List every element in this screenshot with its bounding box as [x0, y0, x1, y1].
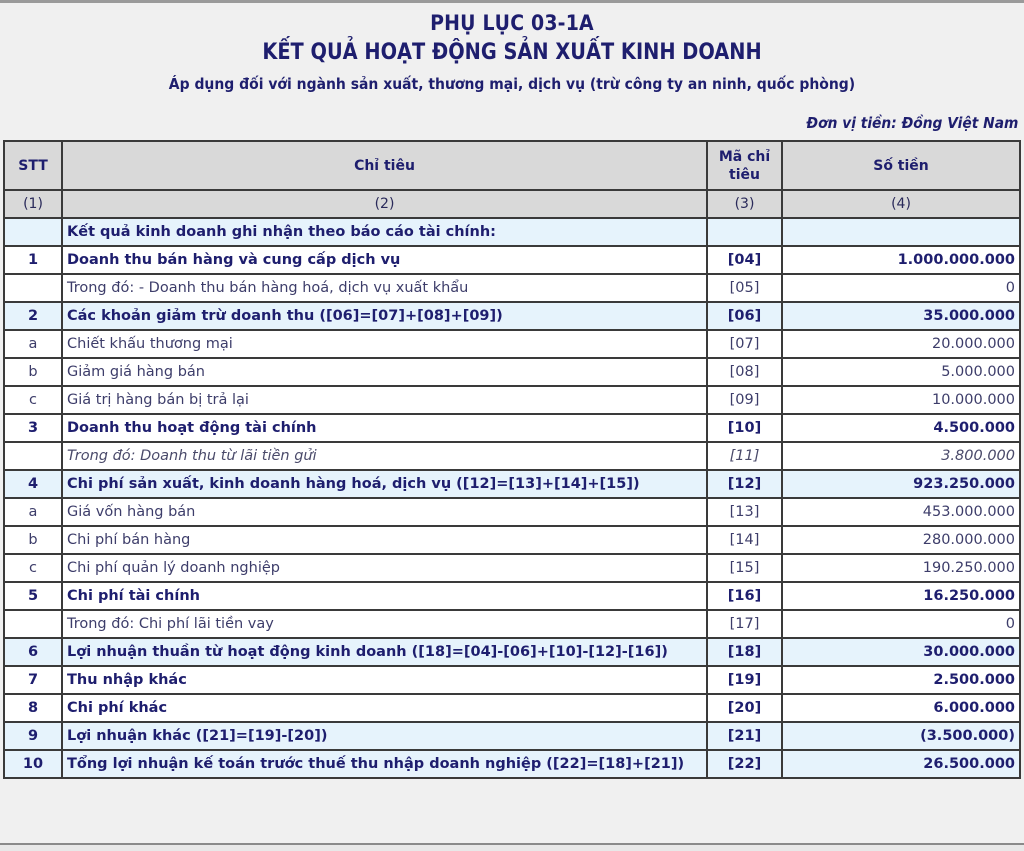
table-row [4, 470, 1020, 498]
table-row [4, 666, 1020, 694]
table-row [4, 442, 1020, 470]
table-row [4, 414, 1020, 442]
row-indicator: Giá vốn hàng bán [62, 498, 707, 526]
row-code: [04] [707, 246, 782, 274]
row-code: [13] [707, 498, 782, 526]
row-stt: 2 [4, 302, 62, 330]
row-stt: a [4, 330, 62, 358]
table-header-row [4, 141, 1020, 190]
row-stt [4, 274, 62, 302]
row-indicator: Chi phí bán hàng [62, 526, 707, 554]
row-indicator: Lợi nhuận khác ([21]=[19]-[20]) [62, 722, 707, 750]
row-indicator: Trong đó: Doanh thu từ lãi tiền gửi [62, 442, 707, 470]
column-header-amount: Số tiền [782, 141, 1020, 190]
row-indicator: Doanh thu hoạt động tài chính [62, 414, 707, 442]
row-code: [20] [707, 694, 782, 722]
row-amount: (3.500.000) [782, 722, 1020, 750]
row-stt: 8 [4, 694, 62, 722]
row-amount: 3.800.000 [782, 442, 1020, 470]
row-code: [06] [707, 302, 782, 330]
row-indicator: Chi phí khác [62, 694, 707, 722]
table-row [4, 694, 1020, 722]
row-code: [22] [707, 750, 782, 778]
row-code: [05] [707, 274, 782, 302]
table-row [4, 302, 1020, 330]
row-code [707, 218, 782, 246]
row-indicator: Chiết khấu thương mại [62, 330, 707, 358]
row-indicator: Trong đó: - Doanh thu bán hàng hoá, dịch vụ xuất khẩu [62, 274, 707, 302]
top-divider [0, 0, 1024, 3]
row-indicator: Thu nhập khác [62, 666, 707, 694]
row-stt: 5 [4, 582, 62, 610]
table-row [4, 358, 1020, 386]
row-stt [4, 610, 62, 638]
column-header-code [707, 141, 782, 190]
row-stt: 10 [4, 750, 62, 778]
row-code: [15] [707, 554, 782, 582]
row-code: [19] [707, 666, 782, 694]
row-indicator: Giảm giá hàng bán [62, 358, 707, 386]
row-amount: 26.500.000 [782, 750, 1020, 778]
column-header-stt: STT [4, 141, 62, 190]
row-code: [11] [707, 442, 782, 470]
row-code: [16] [707, 582, 782, 610]
table-row [4, 274, 1020, 302]
column-header-code-label: Mã chỉ tiêu [718, 148, 771, 183]
row-code: [07] [707, 330, 782, 358]
row-stt: 9 [4, 722, 62, 750]
table-row [4, 554, 1020, 582]
row-amount: 35.000.000 [782, 302, 1020, 330]
row-stt: b [4, 526, 62, 554]
row-stt: 3 [4, 414, 62, 442]
table-row [4, 498, 1020, 526]
row-stt: 6 [4, 638, 62, 666]
table-row [4, 386, 1020, 414]
row-stt [4, 218, 62, 246]
row-amount: 20.000.000 [782, 330, 1020, 358]
row-indicator: Giá trị hàng bán bị trả lại [62, 386, 707, 414]
column-header-indicator: Chỉ tiêu [62, 141, 707, 190]
row-indicator: Trong đó: Chi phí lãi tiền vay [62, 610, 707, 638]
report-subtitle: Áp dụng đối với ngành sản xuất, thương mại, dịch vụ (trừ công ty an ninh, quốc phòng) [168, 75, 856, 93]
income-statement-table [3, 140, 1021, 779]
table-row [4, 722, 1020, 750]
row-code: [08] [707, 358, 782, 386]
row-amount: 0 [782, 610, 1020, 638]
row-code: [21] [707, 722, 782, 750]
row-amount: 4.500.000 [782, 414, 1020, 442]
row-amount: 190.250.000 [782, 554, 1020, 582]
row-code: [18] [707, 638, 782, 666]
row-indicator: Các khoản giảm trừ doanh thu ([06]=[07]+[08]+[09]) [62, 302, 707, 330]
row-code: [17] [707, 610, 782, 638]
row-indicator: Tổng lợi nhuận kế toán trước thuế thu nhập doanh nghiệp ([22]=[18]+[21]) [62, 750, 707, 778]
column-number-2: (2) [62, 190, 707, 218]
row-stt: c [4, 554, 62, 582]
row-amount: 2.500.000 [782, 666, 1020, 694]
row-amount: 0 [782, 274, 1020, 302]
column-number-3: (3) [707, 190, 782, 218]
table-row [4, 330, 1020, 358]
row-amount: 6.000.000 [782, 694, 1020, 722]
row-stt: 4 [4, 470, 62, 498]
row-amount: 16.250.000 [782, 582, 1020, 610]
column-number-1: (1) [4, 190, 62, 218]
row-indicator: Lợi nhuận thuần từ hoạt động kinh doanh ([18]=[04]-[06]+[10]-[12]-[16]) [62, 638, 707, 666]
row-stt: a [4, 498, 62, 526]
appendix-label: PHỤ LỤC 03-1A [430, 11, 594, 35]
column-number-4: (4) [782, 190, 1020, 218]
table-row [4, 218, 1020, 246]
row-amount [782, 218, 1020, 246]
table-row [4, 582, 1020, 610]
row-amount: 1.000.000.000 [782, 246, 1020, 274]
table-row [4, 526, 1020, 554]
currency-unit: Đơn vị tiền: Đồng Việt Nam [806, 114, 1018, 132]
row-indicator: Chi phí tài chính [62, 582, 707, 610]
row-indicator: Kết quả kinh doanh ghi nhận theo báo cáo tài chính: [62, 218, 707, 246]
row-code: [14] [707, 526, 782, 554]
row-code: [09] [707, 386, 782, 414]
bottom-band [0, 845, 1024, 851]
row-amount: 10.000.000 [782, 386, 1020, 414]
table-body [4, 218, 1020, 778]
row-code: [12] [707, 470, 782, 498]
row-code: [10] [707, 414, 782, 442]
row-amount: 923.250.000 [782, 470, 1020, 498]
row-indicator: Chi phí sản xuất, kinh doanh hàng hoá, dịch vụ ([12]=[13]+[14]+[15]) [62, 470, 707, 498]
row-stt: b [4, 358, 62, 386]
row-amount: 30.000.000 [782, 638, 1020, 666]
report-header [0, 8, 1024, 95]
report-title: KẾT QUẢ HOẠT ĐỘNG SẢN XUẤT KINH DOANH [262, 40, 762, 65]
row-stt [4, 442, 62, 470]
table-row [4, 750, 1020, 778]
table-row [4, 610, 1020, 638]
table-row [4, 638, 1020, 666]
row-stt: 7 [4, 666, 62, 694]
row-indicator: Doanh thu bán hàng và cung cấp dịch vụ [62, 246, 707, 274]
row-amount: 5.000.000 [782, 358, 1020, 386]
table-row [4, 246, 1020, 274]
row-stt: 1 [4, 246, 62, 274]
column-number-row [4, 190, 1020, 218]
row-stt: c [4, 386, 62, 414]
row-amount: 453.000.000 [782, 498, 1020, 526]
row-amount: 280.000.000 [782, 526, 1020, 554]
row-indicator: Chi phí quản lý doanh nghiệp [62, 554, 707, 582]
